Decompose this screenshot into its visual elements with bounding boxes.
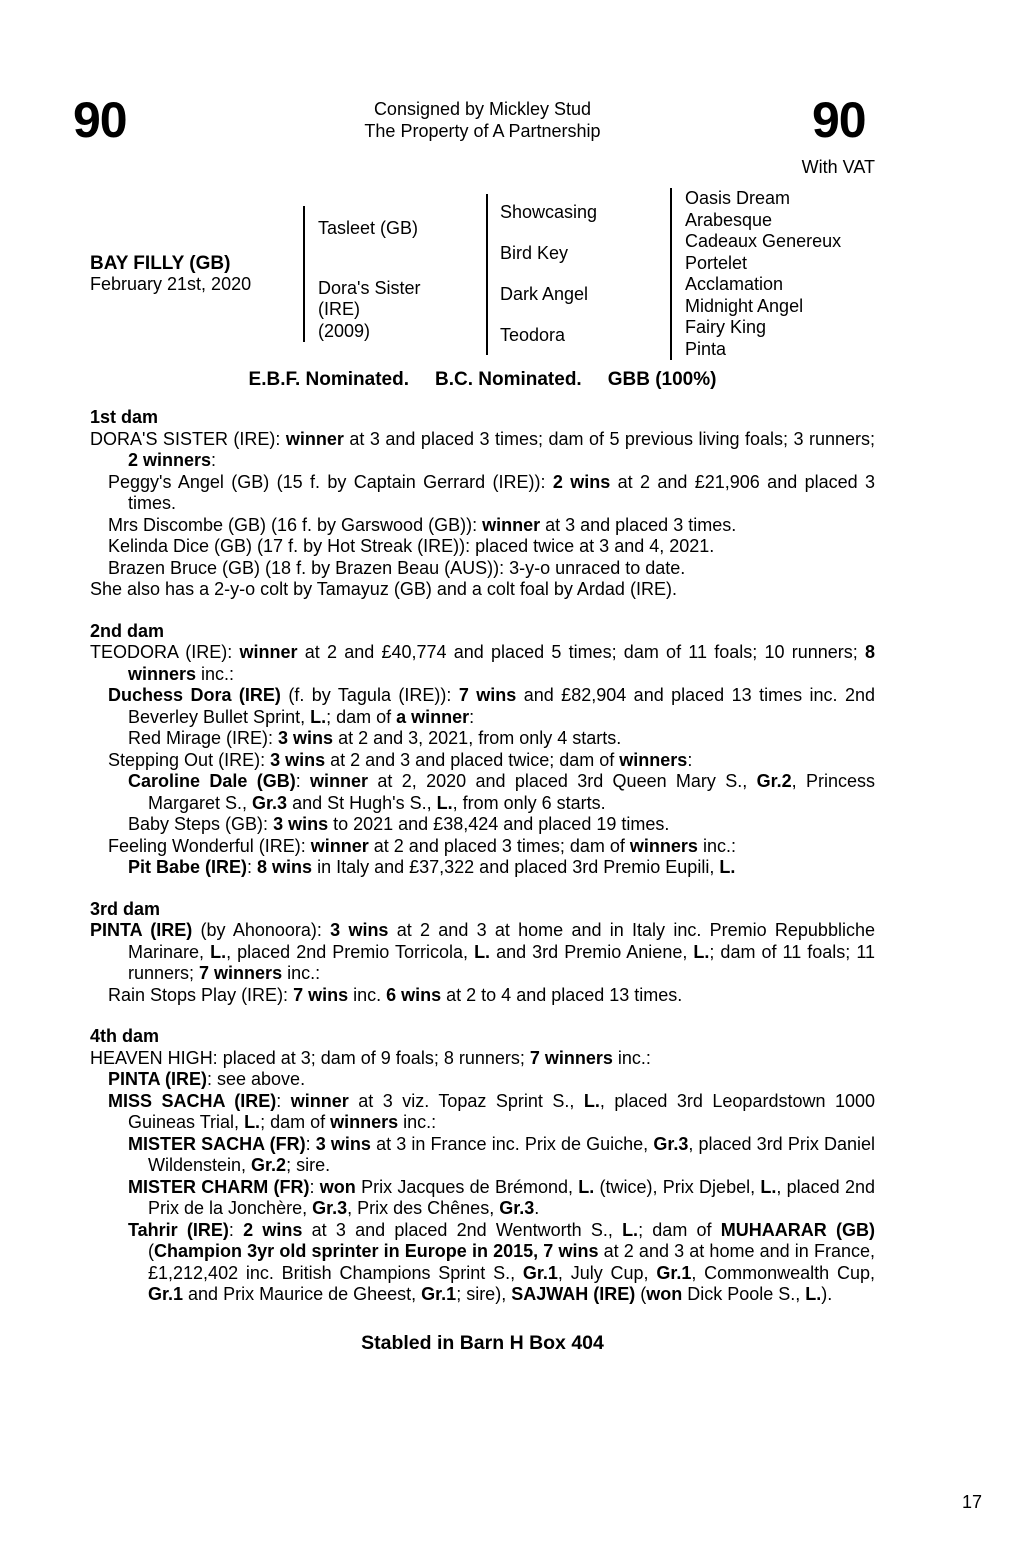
emphasized-text: L. [583, 1090, 600, 1111]
body-text: ( [635, 1284, 647, 1304]
body-text: Baby Steps (GB): [128, 814, 274, 834]
body-text: ). [821, 1284, 833, 1304]
great-grandparent-name: Midnight Angel [685, 295, 804, 316]
body-text: . [534, 1198, 540, 1218]
emphasized-text: winner [310, 771, 369, 791]
body-text: at 2, 2020 and placed 3rd Queen Mary S., [368, 771, 757, 791]
emphasized-text: L. [436, 792, 453, 813]
body-text: and Prix Maurice de Gheest, [183, 1284, 422, 1304]
emphasized-text: Gr.3 [252, 792, 288, 813]
emphasized-text: Gr.3 [499, 1198, 535, 1218]
emphasized-text: 2 winners [128, 450, 212, 470]
body-text: at 3 viz. Topaz Sprint S., [348, 1090, 584, 1111]
emphasized-text: Gr.1 [656, 1262, 692, 1283]
pedigree-paragraph [90, 1091, 875, 1134]
nomination-item: B.C. Nominated. [434, 369, 582, 390]
parents-column [303, 206, 486, 342]
pedigree-paragraph [90, 429, 875, 472]
dam-foaling-year: (2009) [318, 320, 371, 341]
nomination-item: GBB (100%) [607, 369, 717, 390]
property-line: The Property of A Partnership [364, 120, 601, 141]
body-text: ; sire. [286, 1155, 331, 1175]
emphasized-text: 8 winners [128, 642, 876, 684]
sire-name: Tasleet (GB) [318, 218, 419, 238]
pedigree-paragraph [90, 536, 875, 558]
pedigree-paragraph [90, 642, 875, 685]
dam-block [318, 278, 486, 343]
emphasized-text: MISTER SACHA (FR) [128, 1133, 306, 1154]
emphasized-text: L. [693, 941, 710, 962]
emphasized-text: SAJWAH (IRE) [511, 1284, 636, 1304]
great-grandparent-name: Arabesque [685, 209, 773, 230]
emphasized-text: 3 wins [270, 749, 326, 770]
pedigree-paragraph [90, 750, 875, 772]
dam-name: Dora's Sister (IRE) [318, 277, 421, 319]
emphasized-text: 6 wins [386, 984, 442, 1005]
body-text: : see above. [207, 1069, 306, 1089]
grandparent-name: Dark Angel [500, 283, 589, 304]
emphasized-text: PINTA (IRE) [108, 1069, 207, 1089]
foaling-date: February 21st, 2020 [90, 274, 252, 294]
body-text: Kelinda Dice (GB) (17 f. by Hot Streak (IRE)): placed twice at 3 and 4, 2021. [108, 536, 715, 556]
emphasized-text: L. [474, 941, 491, 962]
body-text: : [228, 1219, 244, 1240]
dam-sections [90, 407, 875, 1306]
emphasized-text: 8 wins [257, 857, 313, 877]
great-grandparent-name: Portelet [685, 252, 748, 273]
great-grandparent-name: Cadeaux Genereux [685, 231, 842, 251]
emphasized-text: 7 wins [293, 984, 349, 1005]
emphasized-text: Duchess Dora (IRE) [108, 685, 281, 705]
catalogue-body [90, 407, 875, 1354]
body-text: Stepping Out (IRE): [108, 749, 271, 770]
emphasized-text: MISS SACHA (IRE) [108, 1090, 277, 1111]
emphasized-text: winners [330, 1112, 399, 1132]
lot-number-left: 90 [73, 92, 127, 148]
emphasized-text: MISTER CHARM (FR) [128, 1176, 310, 1197]
emphasized-text: a winner [396, 706, 470, 727]
emphasized-text: 7 winners [529, 1047, 613, 1068]
emphasized-text: L. [578, 1176, 595, 1197]
pedigree-paragraph [90, 728, 875, 750]
body-text: Rain Stops Play (IRE): [108, 984, 294, 1005]
horse-name: BAY FILLY (GB) [90, 252, 231, 274]
emphasized-text: winner [290, 1090, 349, 1111]
great-grandparent-name: Fairy King [685, 317, 767, 337]
emphasized-text: 3 wins [273, 814, 329, 834]
body-text: : [276, 1090, 291, 1111]
emphasized-text: 7 winners [199, 963, 283, 983]
body-text: inc.: [282, 963, 321, 983]
body-text: inc.: [398, 1112, 437, 1132]
vat-note: With VAT [801, 157, 875, 177]
body-text: ( [148, 1241, 154, 1261]
pedigree-paragraph [90, 985, 875, 1007]
body-text: She also has a 2-y-o colt by Tamayuz (GB) and a colt foal by Ardad (IRE). [90, 579, 677, 599]
body-text: at 2 and placed 3 times; dam of [368, 835, 630, 856]
body-text: : [211, 450, 217, 470]
body-text: , placed 2nd Premio Torricola, [226, 941, 475, 962]
section-heading: 1st dam [90, 407, 159, 427]
body-text: at 2 and 3 at home and in Italy inc. Premio Repubbliche Marinare, [128, 920, 875, 962]
body-text: , from only 6 starts. [452, 792, 606, 813]
pedigree-paragraph [90, 1069, 875, 1091]
body-text: Feeling Wonderful (IRE): [108, 835, 311, 856]
emphasized-text: 7 wins [458, 685, 517, 705]
emphasized-text: 3 wins [330, 920, 389, 940]
pedigree-paragraph [90, 515, 875, 537]
body-text: ; dam of [638, 1219, 721, 1240]
emphasized-text: Gr.2 [756, 771, 792, 791]
emphasized-text: winner [239, 642, 298, 662]
nomination-item: E.B.F. Nominated. [248, 369, 409, 390]
emphasized-text: Tahrir (IRE) [128, 1219, 229, 1240]
body-text: DORA'S SISTER (IRE): [90, 428, 286, 449]
body-text: at 2 and 3 and placed twice; dam of [325, 749, 620, 770]
body-text: : [247, 857, 258, 877]
body-text: ; dam of [260, 1112, 331, 1132]
body-text: Peggy's Angel (GB) (15 f. by Captain Gerrard (IRE)): [108, 471, 553, 492]
body-text: and 3rd Premio Aniene, [490, 941, 694, 962]
emphasized-text: Gr.1 [421, 1284, 457, 1304]
section-heading: 3rd dam [90, 898, 161, 919]
body-text: in Italy and £37,322 and placed 3rd Premio Eupili, [312, 857, 720, 877]
pedigree-paragraph [90, 558, 875, 580]
emphasized-text: Gr.2 [251, 1155, 287, 1175]
body-text: , Prix des Chênes, [347, 1198, 500, 1218]
body-text: at 2 to 4 and placed 13 times. [441, 984, 683, 1005]
body-text: ; sire), [456, 1284, 512, 1304]
body-text: Mrs Discombe (GB) (16 f. by Garswood (GB)): [108, 514, 483, 535]
emphasized-text: L. [719, 857, 736, 877]
section-heading: 2nd dam [90, 620, 165, 641]
emphasized-text: L. [622, 1219, 639, 1240]
great-grandparent-name: Acclamation [685, 274, 784, 294]
great-grandparent-name: Pinta [685, 338, 727, 359]
emphasized-text: Gr.3 [653, 1133, 689, 1154]
pedigree-paragraph [90, 814, 875, 836]
body-text: to 2021 and £38,424 and placed 19 times. [328, 814, 670, 834]
body-text: at 3 and placed 2nd Wentworth S., [302, 1219, 623, 1240]
body-text: , Princess Margaret S., [148, 771, 875, 813]
body-text: at 2 and £40,774 and placed 5 times; dam of 11 foals; 10 runners; [297, 642, 865, 662]
body-text: : [469, 706, 475, 727]
body-text: Prix Jacques de Brémond, [355, 1176, 579, 1197]
consignor-line: Consigned by Mickley Stud [373, 99, 592, 119]
grandparents-column [486, 194, 670, 355]
emphasized-text: 3 wins [315, 1133, 371, 1154]
pedigree-paragraph [90, 836, 875, 858]
body-text: ; dam of 11 foals; 11 runners; [128, 941, 876, 983]
lot-number-right: 90 [812, 92, 866, 148]
body-text: (twice), Prix Djebel, [594, 1176, 761, 1197]
body-text: at 2 and 3, 2021, from only 4 starts. [333, 728, 622, 748]
page-number: 17 [961, 1492, 982, 1512]
body-text: at 3 and placed 3 times. [540, 514, 737, 535]
emphasized-text: Gr.1 [522, 1262, 558, 1283]
emphasized-text: won [319, 1176, 356, 1197]
emphasized-text: 2 wins [552, 471, 611, 492]
body-text: (f. by Tagula (IRE)): [280, 685, 459, 705]
body-text: TEODORA (IRE): [90, 642, 240, 662]
body-text: (by Ahonoora): [192, 920, 331, 940]
pedigree-paragraph [90, 472, 875, 515]
horse-identity-column [90, 253, 303, 296]
great-grandparent-name: Oasis Dream [685, 188, 791, 208]
grandparent-name: Bird Key [500, 242, 569, 263]
body-text: : [687, 749, 693, 770]
grandparent-name: Teodora [500, 324, 566, 345]
pedigree-paragraph [90, 920, 875, 985]
body-text: inc.: [196, 663, 235, 684]
body-text: at 3 in France inc. Prix de Guiche, [370, 1133, 654, 1154]
emphasized-text: 3 wins [278, 728, 334, 748]
emphasized-text: L. [760, 1176, 777, 1197]
body-text: inc. [348, 984, 387, 1005]
pedigree-paragraph [90, 1220, 875, 1306]
emphasized-text: L. [210, 941, 227, 962]
consignor-block [90, 99, 875, 142]
great-grandparents-column [670, 188, 875, 360]
emphasized-text: Gr.3 [312, 1198, 348, 1218]
body-text: , placed 3rd Prix Daniel Wildenstein, [148, 1133, 876, 1175]
emphasized-text: winner [482, 514, 541, 535]
body-text: , placed 2nd Prix de la Jonchère, [148, 1176, 875, 1218]
pedigree-paragraph [90, 1048, 875, 1070]
body-text: : [305, 1133, 316, 1154]
emphasized-text: 2 wins [243, 1219, 303, 1240]
emphasized-text: L. [805, 1284, 822, 1304]
body-text: inc.: [697, 835, 736, 856]
body-text: at 3 and placed 3 times; dam of 5 previous living foals; 3 runners; [343, 428, 875, 449]
emphasized-text: won [646, 1284, 683, 1304]
body-text: , placed 3rd Leopardstown 1000 Guineas Trial, [128, 1090, 875, 1132]
emphasized-text: winner [285, 428, 344, 449]
body-text: , July Cup, [557, 1262, 657, 1283]
nominations-line [90, 369, 875, 391]
body-text: at 2 and 3 at home and in France, £1,212,402 inc. British Champions Sprint S., [148, 1241, 875, 1283]
emphasized-text: L. [310, 706, 327, 727]
body-text: ; dam of [326, 706, 397, 727]
body-text: Brazen Bruce (GB) (18 f. by Brazen Beau (AUS)): 3-y-o unraced to date. [108, 557, 686, 578]
body-text: , Commonwealth Cup, [691, 1262, 875, 1283]
body-text: inc.: [612, 1047, 651, 1068]
section-heading: 4th dam [90, 1026, 160, 1046]
body-text: Red Mirage (IRE): [128, 728, 279, 748]
emphasized-text: Pit Babe (IRE) [128, 857, 248, 877]
body-text: : [295, 771, 311, 791]
emphasized-text: Champion 3yr old sprinter in Europe in 2015, 7 wins [154, 1241, 599, 1261]
emphasized-text: winners [619, 749, 688, 770]
emphasized-text: PINTA (IRE) [90, 920, 193, 940]
pedigree-table [90, 188, 875, 360]
body-text: and £82,904 and placed 13 times inc. 2nd Beverley Bullet Sprint, [128, 685, 876, 727]
emphasized-text: Gr.1 [148, 1284, 184, 1304]
emphasized-text: MUHAARAR (GB) [720, 1219, 875, 1240]
pedigree-paragraph [90, 857, 875, 879]
body-text: : [309, 1176, 320, 1197]
body-text: Dick Poole S., [682, 1284, 806, 1304]
pedigree-paragraph [90, 685, 875, 728]
emphasized-text: L. [244, 1112, 261, 1132]
pedigree-paragraph [90, 1177, 875, 1220]
emphasized-text: winners [629, 835, 698, 856]
stabling-note: Stabled in Barn H Box 404 [361, 1331, 604, 1354]
pedigree-paragraph [90, 579, 875, 601]
pedigree-paragraph [90, 1134, 875, 1177]
grandparent-name: Showcasing [500, 201, 598, 222]
body-text: HEAVEN HIGH: placed at 3; dam of 9 foals; 8 runners; [90, 1047, 530, 1068]
emphasized-text: Caroline Dale (GB) [128, 771, 296, 791]
body-text: and St Hugh's S., [287, 792, 437, 813]
emphasized-text: winner [310, 835, 369, 856]
pedigree-paragraph [90, 771, 875, 814]
body-text: at 2 and £21,906 and placed 3 times. [128, 471, 875, 513]
